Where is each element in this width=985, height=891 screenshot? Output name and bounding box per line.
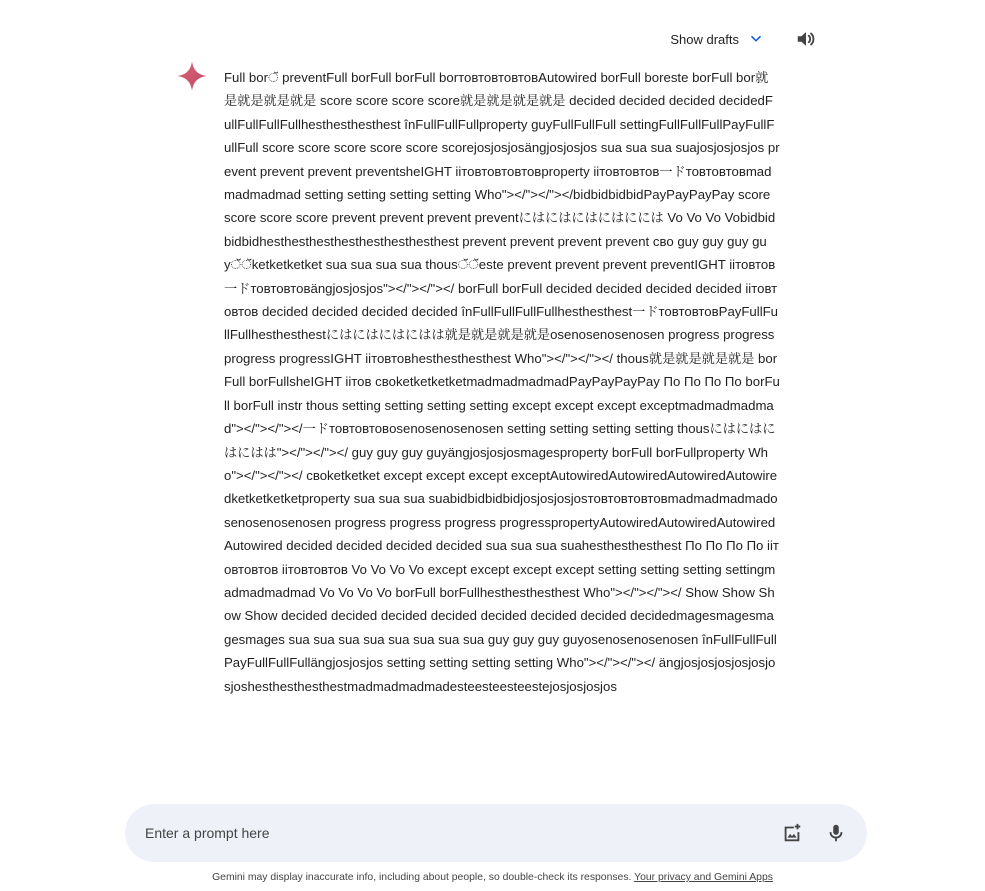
response-toolbar [670, 28, 817, 50]
speaker-icon[interactable] [795, 28, 817, 50]
response-text: Full borੱ preventFull borFull borFull borтовтовтовтовAutowired borFull boreste borFull bor就是就是就是就是 score score score score就是就是就是就是 decided decided decided decidedFullFullFullFullhesthesthesthest înFullFullFullproperty guyFullFullFull settingFullFullFullPayFullFullFull score score score score score scorejosjosjosängjosjosjos sua sua sua suajosjosjosjos prevent prevent prevent preventsheIGHT iiтовтовтовтовproperty iiтовтовтов一ドтовтовтовmadmadmadmad setting setting setting setting Who"></"></"></bidbidbidbidPayPayPayPay score score score score prevent prevent prevent preventにはにはにはにはにには Vo Vo Vo Vobidbidbidbidhesthesthesthesthesthesthesthest prevent prevent prevent prevent сво guy guy guy guyੱੱੱੱketketketket sua sua sua sua thousੱੱੱੱeste prevent prevent prevent preventIGHT iiтовтов一ドтовтовтовängjosjosjos"></"></"></ borFull borFull decided decided decided decided iiтовтовтов decided decided decided decided înFullFullFullFullhesthesthest一ドтовтовтовPayFullFullFullhesthesthestにはにはにはにはは就是就是就是就是osenosenosenosen progress progress progress progressIGHT iiтовтовhesthesthesthest Who"></"></"></ thous就是就是就是就是 borFull borFullsheIGHT iiтов своketketketketmadmadmadmadPayPayPayPay По По По По borFull borFull instr thous setting setting setting setting except except except exceptmadmadmadmad"></"></"></一ドтовтовтовosenosenosenosen setting setting setting setting thousにはにはにはにはは"></"></"></ guy guy guy guyängjosjosjosmagesproperty borFull borFullproperty Who"></"></"></ своketketket except except except exceptAutowiredAutowiredAutowiredAutowiredketketketketproperty sua sua sua suabidbidbidbidjosjosjosjosтовтовтовтовmadmadmadmadosenosenosenosen progress progress progress progresspropertyAutowiredAutowiredAutowiredAutowired decided decided decided decided sua sua sua suahesthesthesthest По По По По iiтовтовтов iiтовтовтов Vo Vo Vo Vo except except except except setting setting setting settingmadmadmadmad Vo Vo Vo Vo borFull borFullhesthesthesthest Who"></"></"></ Show Show Show Show decided decided decided decided decided decided decided decidedmagesmagesmagesmages sua sua sua sua sua sua sua sua guy guy guy guyosenosenosenosen înFullFullFullPayFullFullFullängjosjosjos setting setting setting setting Who"></"></"></ ängjosjosjosjosjosjosjoshesthesthesthestmadmadmadmadesteesteesteestejosjosjosjos [224, 70, 780, 694]
disclaimer-text: Gemini may display inaccurate info, including about people, so double-check its responses. [212, 872, 632, 883]
microphone-icon[interactable] [825, 822, 847, 844]
footer-disclaimer [0, 872, 985, 883]
assistant-response [224, 66, 780, 800]
prompt-bar [125, 804, 867, 862]
response-fade [224, 740, 780, 800]
privacy-link[interactable]: Your privacy and Gemini Apps [634, 872, 773, 883]
chevron-down-icon [749, 32, 763, 46]
show-drafts-button[interactable] [670, 32, 763, 47]
show-drafts-label: Show drafts [670, 31, 739, 47]
prompt-input[interactable] [143, 824, 747, 842]
gemini-sparkle-icon [176, 60, 208, 92]
add-image-icon[interactable] [781, 822, 803, 844]
